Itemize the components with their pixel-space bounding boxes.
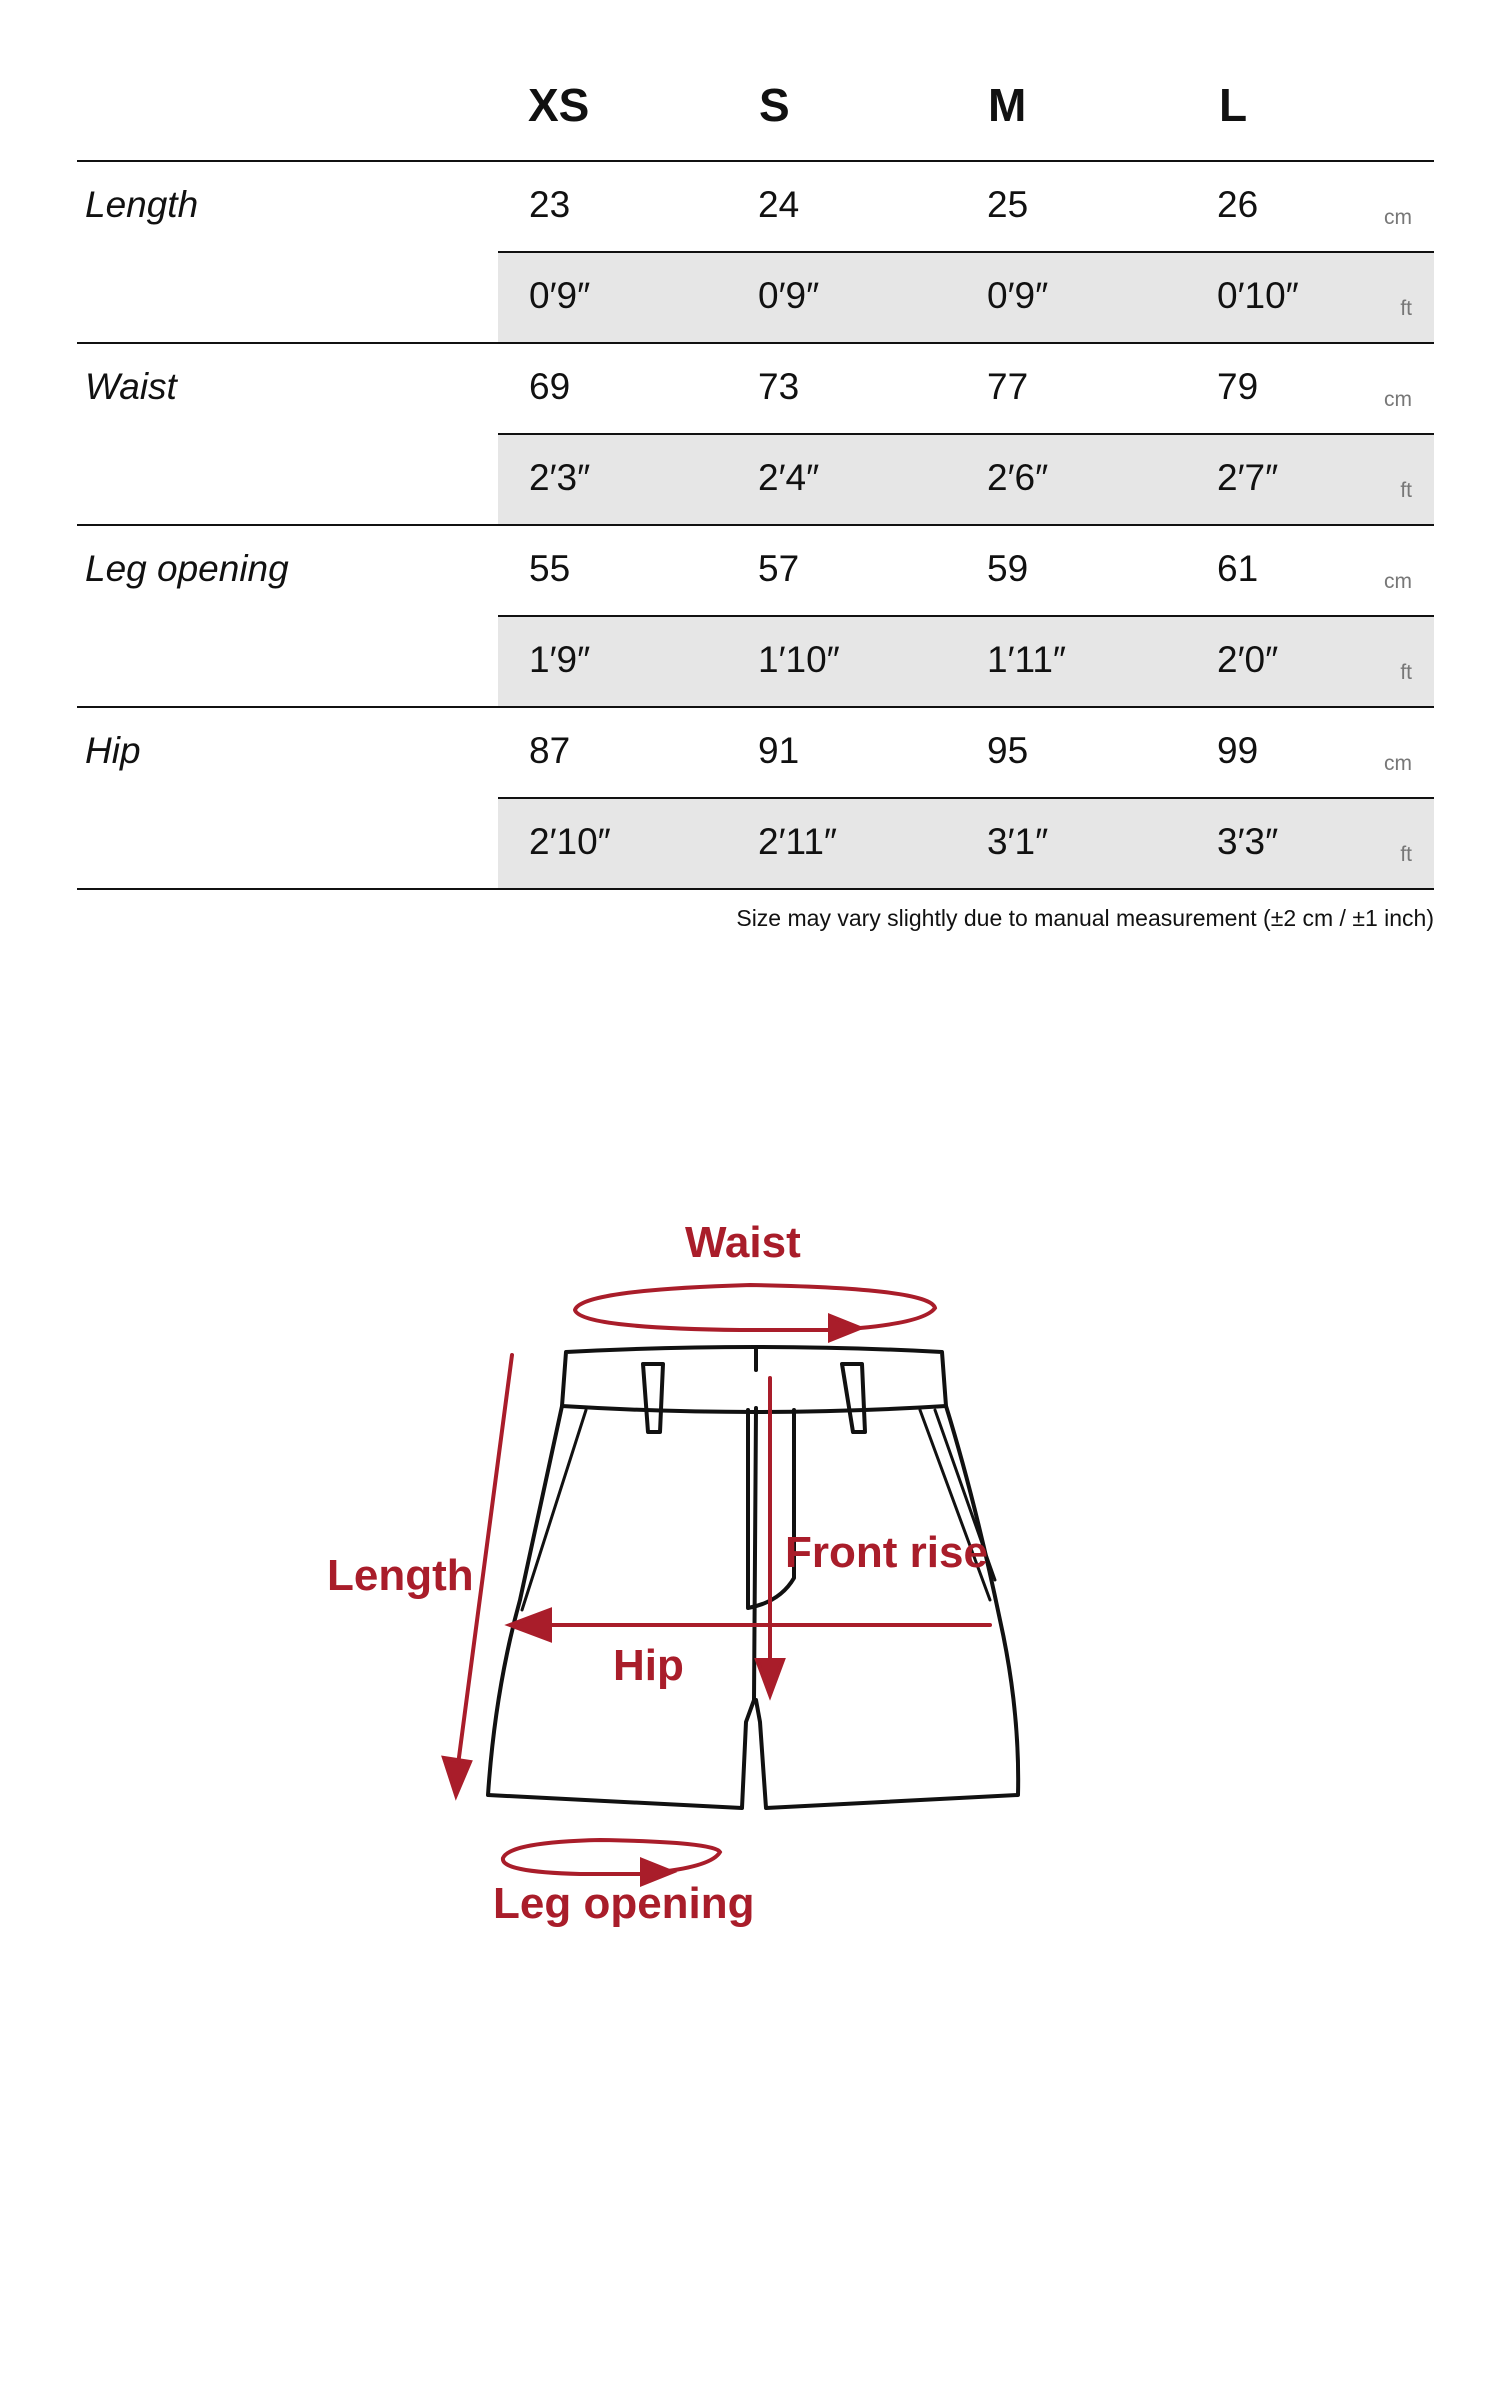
cm-row xyxy=(498,344,1434,435)
cell-l: 0′10″ xyxy=(1217,275,1299,316)
cell-xs: 2′10″ xyxy=(529,821,611,862)
cell-m: 95 xyxy=(987,730,1029,771)
cell-s: 0′9″ xyxy=(758,275,820,316)
unit-label: cm xyxy=(1384,752,1412,775)
cell-xs: 1′9″ xyxy=(529,639,591,680)
ft-row xyxy=(498,253,1434,342)
cm-row xyxy=(498,526,1434,617)
cell-m: 3′1″ xyxy=(987,821,1049,862)
leg-opening-label: Leg opening xyxy=(493,1879,755,1928)
length-label: Length xyxy=(327,1551,474,1600)
measurement-group-leg-opening xyxy=(77,526,1434,708)
cell-s: 24 xyxy=(758,184,800,225)
cell-s: 91 xyxy=(758,730,800,771)
front-rise-label: Front rise xyxy=(785,1528,988,1577)
waist-arrowhead xyxy=(830,1316,860,1340)
unit-label: ft xyxy=(1400,843,1412,866)
front-rise-arrowhead xyxy=(757,1660,783,1695)
unit-label: ft xyxy=(1400,297,1412,320)
cell-l: 79 xyxy=(1217,366,1259,407)
cell-m: 2′6″ xyxy=(987,457,1049,498)
row-label: Leg opening xyxy=(85,548,289,589)
size-header-row xyxy=(77,70,1434,162)
hip-label: Hip xyxy=(613,1641,684,1690)
cell-l: 3′3″ xyxy=(1217,821,1279,862)
belt-loop-left xyxy=(643,1364,663,1432)
row-label: Hip xyxy=(85,730,141,771)
cell-s: 73 xyxy=(758,366,800,407)
cell-m: 77 xyxy=(987,366,1029,407)
waist-arrow xyxy=(575,1285,935,1330)
cell-l: 26 xyxy=(1217,184,1259,225)
cell-xs: 2′3″ xyxy=(529,457,591,498)
row-label: Length xyxy=(85,184,199,225)
cell-m: 1′11″ xyxy=(987,639,1067,680)
measurement-note: Size may vary slightly due to manual measurement (±2 cm / ±1 inch) xyxy=(736,905,1434,931)
shorts-measurement-diagram xyxy=(0,1180,1500,2000)
unit-label: cm xyxy=(1384,206,1412,229)
ft-row xyxy=(498,799,1434,888)
cell-l: 99 xyxy=(1217,730,1259,771)
cell-xs: 23 xyxy=(529,184,571,225)
cm-row xyxy=(498,708,1434,799)
cm-row xyxy=(498,162,1434,253)
size-l-header: L xyxy=(1219,79,1248,131)
leg-opening-arrow xyxy=(503,1840,720,1874)
unit-label: cm xyxy=(1384,570,1412,593)
cell-l: 61 xyxy=(1217,548,1259,589)
size-chart-table xyxy=(77,70,1434,890)
cell-l: 2′7″ xyxy=(1217,457,1279,498)
unit-label: cm xyxy=(1384,388,1412,411)
length-arrowhead xyxy=(444,1758,470,1795)
cell-s: 2′11″ xyxy=(758,821,838,862)
cell-m: 25 xyxy=(987,184,1029,225)
cell-s: 1′10″ xyxy=(758,639,840,680)
ft-row xyxy=(498,617,1434,706)
measurement-group-length xyxy=(77,162,1434,344)
cell-s: 57 xyxy=(758,548,800,589)
cell-m: 0′9″ xyxy=(987,275,1049,316)
cell-xs: 55 xyxy=(529,548,571,589)
cell-xs: 0′9″ xyxy=(529,275,591,316)
unit-label: ft xyxy=(1400,479,1412,502)
belt-loop-right xyxy=(842,1364,865,1432)
cell-s: 2′4″ xyxy=(758,457,820,498)
shorts-outline xyxy=(488,1347,1018,1808)
measurement-group-waist xyxy=(77,344,1434,526)
row-label: Waist xyxy=(85,366,177,407)
measurement-arrows xyxy=(444,1285,990,1884)
size-xs-header: XS xyxy=(528,79,590,131)
cell-xs: 69 xyxy=(529,366,571,407)
size-m-header: M xyxy=(988,79,1027,131)
waist-label: Waist xyxy=(685,1218,801,1267)
size-s-header: S xyxy=(759,79,790,131)
measurement-group-hip xyxy=(77,708,1434,890)
ft-row xyxy=(498,435,1434,524)
left-leg xyxy=(488,1406,756,1808)
cell-l: 2′0″ xyxy=(1217,639,1279,680)
cell-xs: 87 xyxy=(529,730,571,771)
cell-m: 59 xyxy=(987,548,1029,589)
unit-label: ft xyxy=(1400,661,1412,684)
